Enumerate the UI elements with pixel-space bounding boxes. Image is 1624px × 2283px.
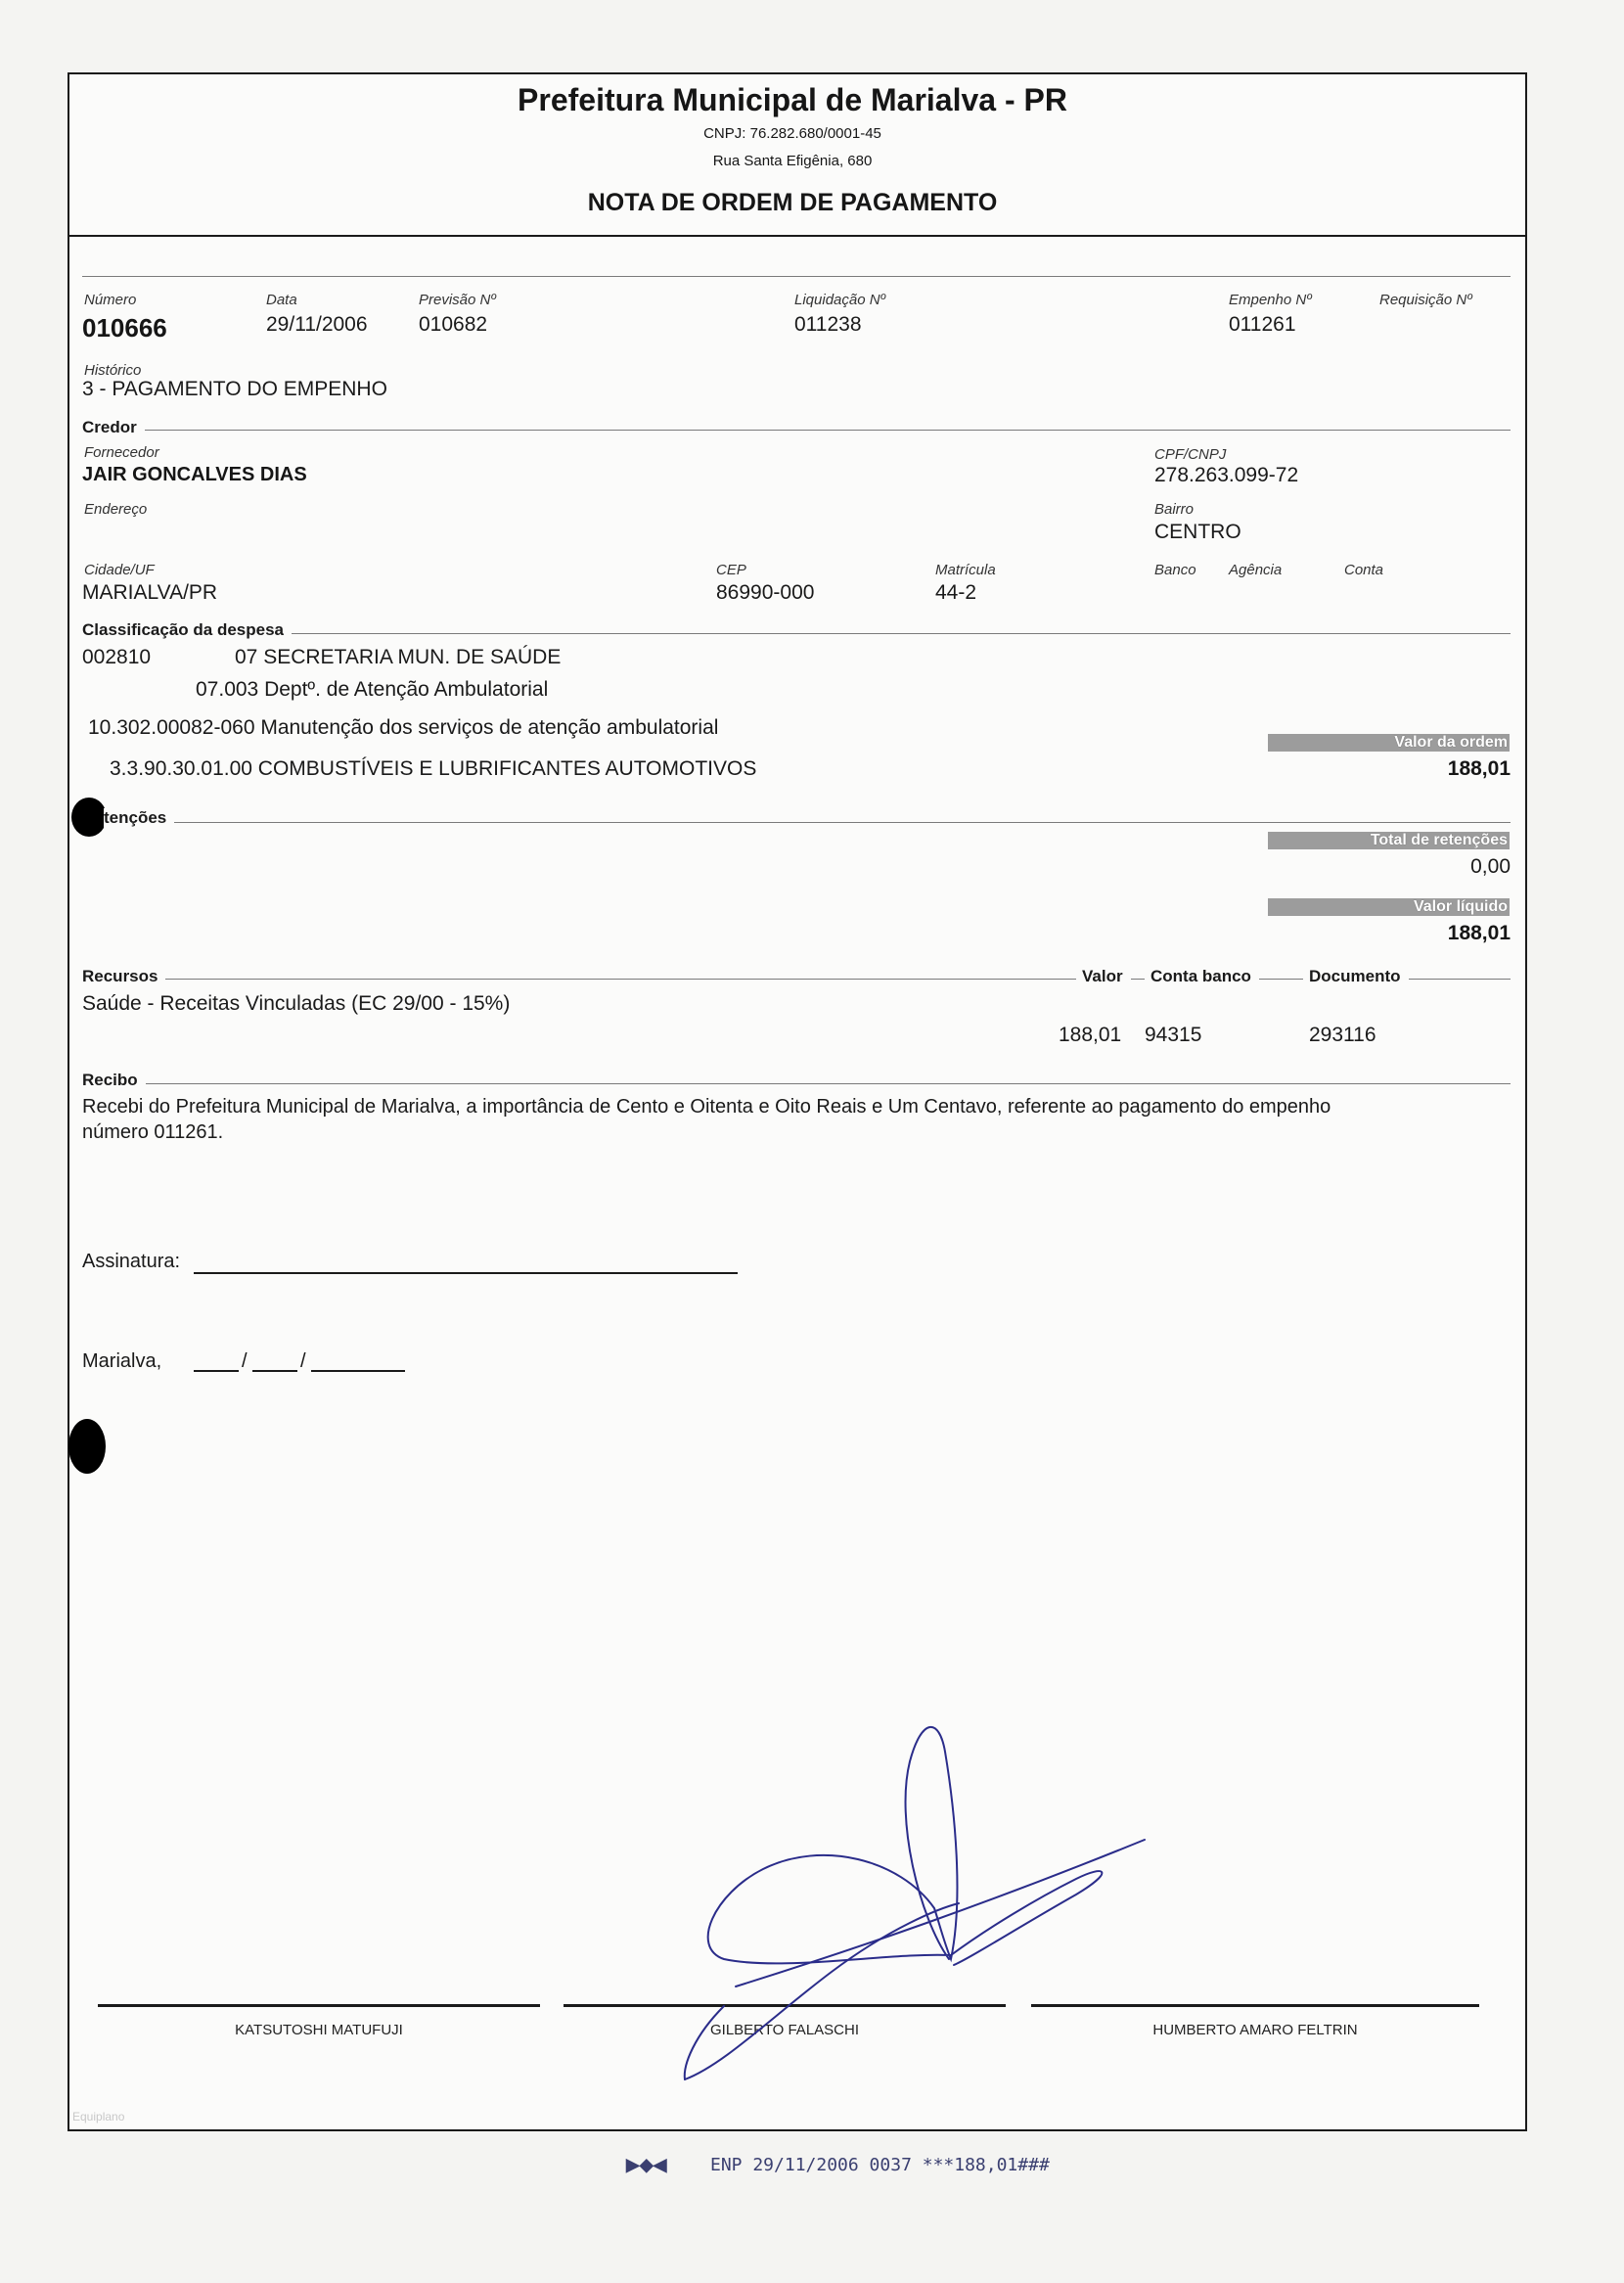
date-blank-day [194, 1370, 239, 1372]
assinatura-line [194, 1272, 738, 1274]
credor-section: Credor [82, 418, 145, 437]
cidade-value: MARIALVA/PR [82, 581, 218, 604]
numero-label: Número [84, 292, 137, 308]
endereco-label: Endereço [84, 501, 148, 518]
matricula-value: 44-2 [935, 581, 977, 604]
previsao-label: Previsão Nº [419, 292, 496, 308]
numero-value: 010666 [82, 313, 167, 342]
bairro-label: Bairro [1154, 501, 1195, 518]
signatory-name: GILBERTO FALASCHI [710, 2022, 859, 2038]
date-slash: / [300, 1350, 306, 1372]
divider [82, 430, 1511, 431]
assinatura-label: Assinatura: [82, 1251, 181, 1272]
requisicao-label: Requisição Nº [1379, 292, 1472, 308]
bank-stamp-icon: ▶◆◀ [626, 2155, 667, 2174]
recursos-documento-label: Documento [1303, 967, 1409, 986]
date-blank-month [252, 1370, 297, 1372]
recursos-conta: 94315 [1145, 1024, 1202, 1046]
org-address: Rua Santa Efigênia, 680 [712, 153, 873, 169]
signatory-name: HUMBERTO AMARO FELTRIN [1152, 2022, 1358, 2038]
recursos-documento: 293116 [1309, 1024, 1376, 1046]
recibo-text-line2: número 011261. [82, 1121, 224, 1143]
conta-label: Conta [1344, 562, 1384, 578]
punch-hole-icon [68, 1419, 106, 1474]
divider [82, 633, 1511, 634]
data-label: Data [266, 292, 297, 308]
local-data-label: Marialva, [82, 1350, 162, 1372]
total-retencoes-label: Total de retenções [1370, 832, 1508, 848]
classificacao-code: 002810 [82, 646, 152, 668]
valor-liquido-label: Valor líquido [1413, 898, 1508, 915]
matricula-label: Matrícula [935, 562, 996, 578]
recursos-fonte: Saúde - Receitas Vinculadas (EC 29/00 - 15%) [82, 992, 511, 1015]
software-brand: Equiplano [72, 2110, 125, 2123]
cep-label: CEP [716, 562, 746, 578]
handwritten-signature [665, 1703, 1174, 2133]
data-value: 29/11/2006 [266, 313, 368, 336]
historico-value: 3 - PAGAMENTO DO EMPENHO [82, 378, 387, 400]
historico-label: Histórico [84, 362, 142, 379]
divider [82, 822, 1511, 823]
departamento: 07.003 Deptº. de Atenção Ambulatorial [196, 678, 549, 701]
divider [82, 1083, 1511, 1084]
org-cnpj: CNPJ: 76.282.680/0001-45 [703, 125, 881, 142]
date-blank-year [311, 1370, 405, 1372]
total-retencoes-value: 0,00 [1470, 855, 1511, 878]
recursos-conta-label: Conta banco [1145, 967, 1259, 986]
org-name: Prefeitura Municipal de Marialva - PR [518, 82, 1067, 117]
signatory-name: KATSUTOSHI MATUFUJI [235, 2022, 403, 2038]
fornecedor-value: JAIR GONCALVES DIAS [82, 464, 307, 485]
recursos-valor: 188,01 [1059, 1024, 1122, 1046]
previsao-value: 010682 [419, 313, 488, 336]
document-title: NOTA DE ORDEM DE PAGAMENTO [587, 189, 998, 216]
retencoes-section: tenções [104, 808, 174, 828]
divider [82, 276, 1511, 277]
recursos-valor-label: Valor [1076, 967, 1131, 986]
empenho-label: Empenho Nº [1229, 292, 1312, 308]
fornecedor-label: Fornecedor [84, 444, 159, 461]
bank-stamp: ENP 29/11/2006 0037 ***188,01### [710, 2155, 1050, 2175]
empenho-value: 011261 [1229, 313, 1296, 336]
cpf-label: CPF/CNPJ [1154, 446, 1227, 463]
valor-liquido-bar [1268, 898, 1510, 916]
signature-line [98, 2004, 540, 2007]
divider [82, 979, 1511, 980]
recursos-section: Recursos [82, 967, 165, 986]
valor-ordem-value: 188,01 [1447, 757, 1511, 780]
elemento-despesa: 3.3.90.30.01.00 COMBUSTÍVEIS E LUBRIFICANTES AUTOMOTIVOS [110, 757, 757, 780]
bairro-value: CENTRO [1154, 521, 1241, 543]
liquidacao-label: Liquidação Nº [794, 292, 886, 308]
punch-hole-icon [71, 798, 107, 837]
secretaria: 07 SECRETARIA MUN. DE SAÚDE [235, 646, 562, 668]
classificacao-section: Classificação da despesa [82, 620, 292, 640]
banco-label: Banco [1154, 562, 1196, 578]
liquidacao-value: 011238 [794, 313, 862, 336]
cep-value: 86990-000 [716, 581, 815, 604]
recibo-text-line1: Recebi do Prefeitura Municipal de Marialva, a importância de Cento e Oitenta e Oito Reais e Um Centavo, referente ao pagamento do empenho [82, 1096, 1331, 1118]
date-slash: / [242, 1350, 248, 1372]
cidade-label: Cidade/UF [84, 562, 155, 578]
header-divider [68, 235, 1525, 237]
valor-ordem-label: Valor da ordem [1394, 734, 1508, 751]
total-retencoes-bar [1268, 832, 1510, 849]
cpf-value: 278.263.099-72 [1154, 464, 1299, 486]
valor-liquido-value: 188,01 [1447, 922, 1511, 944]
agencia-label: Agência [1229, 562, 1283, 578]
valor-ordem-bar [1268, 734, 1510, 752]
recibo-section: Recibo [82, 1071, 146, 1090]
programa: 10.302.00082-060 Manutenção dos serviços de atenção ambulatorial [88, 716, 719, 739]
